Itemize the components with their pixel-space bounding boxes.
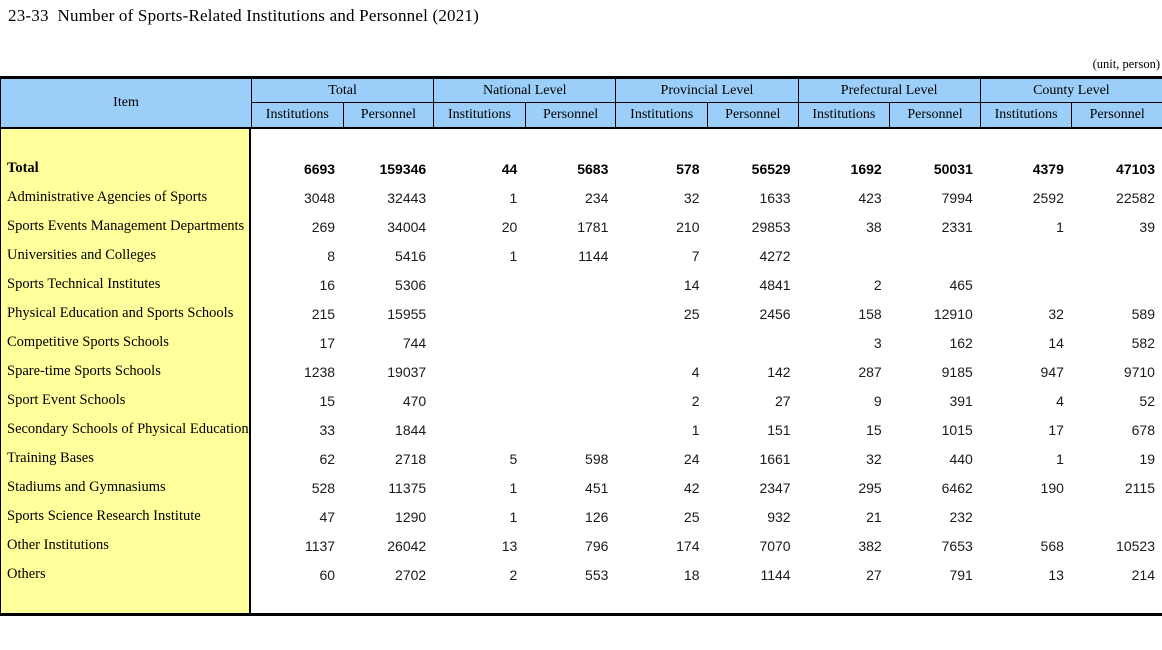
- table-cell: 1144: [760, 566, 791, 583]
- column-group-county: [980, 79, 1162, 127]
- table-cell: 451: [585, 479, 609, 496]
- table-cell: 56529: [751, 160, 791, 177]
- table-cell: 932: [767, 508, 791, 525]
- group-label: County Level: [981, 79, 1162, 103]
- row-label: Total: [7, 160, 39, 176]
- table-cell: 210: [676, 218, 700, 235]
- table-cell: 1: [1056, 450, 1064, 467]
- table-cell: 2592: [1032, 189, 1064, 206]
- table-cell: 162: [949, 334, 973, 351]
- table-cell: 6693: [303, 160, 336, 177]
- table-cell: 470: [402, 392, 427, 409]
- table-cell: 4272: [759, 247, 791, 264]
- table-cell: [524, 299, 615, 328]
- table-cell: 391: [949, 392, 973, 409]
- table-cell: 744: [402, 334, 427, 351]
- table-cell: 18: [683, 566, 700, 583]
- table-cell: [524, 328, 615, 357]
- table-cell: 1015: [941, 421, 973, 438]
- table-cell: 678: [1131, 421, 1155, 438]
- sub-header-row: [981, 103, 1162, 127]
- table-cell: 6462: [941, 479, 973, 496]
- table-cell: 22582: [1116, 189, 1155, 206]
- table-cell: [889, 241, 980, 270]
- table-cell: 3048: [303, 189, 336, 206]
- table-cell: 2: [509, 566, 518, 583]
- table-cell: 1: [509, 189, 518, 206]
- table-cell: 234: [585, 189, 609, 206]
- column-group-total: [251, 79, 433, 127]
- table-cell: 25: [683, 508, 700, 525]
- table-cell: 2115: [1124, 479, 1155, 496]
- table-cell: [798, 241, 889, 270]
- column-group-provincial: [615, 79, 797, 127]
- sub-header-row: [616, 103, 797, 127]
- table-cell: 4: [691, 363, 700, 380]
- table-cell: 214: [1131, 566, 1155, 583]
- table-cell: 47103: [1116, 160, 1155, 177]
- table-cell: [524, 386, 615, 415]
- column-group-national: [433, 79, 615, 127]
- column-header-personnel: Personnel: [707, 103, 798, 127]
- table-cell: 14: [683, 276, 700, 293]
- sub-header-row: [799, 103, 980, 127]
- table-cell: 34004: [387, 218, 427, 235]
- table-cell: 269: [311, 218, 336, 235]
- statistics-table: [0, 76, 1162, 616]
- table-cell: 1781: [577, 218, 609, 235]
- table-cell: 17: [1048, 421, 1064, 438]
- table-cell: 1238: [303, 363, 336, 380]
- table-cell: [524, 415, 615, 444]
- row-label: Universities and Colleges: [7, 247, 157, 263]
- column-header-personnel: Personnel: [1071, 103, 1162, 127]
- table-cell: 17: [319, 334, 336, 351]
- column-header-institutions: Institutions: [265, 107, 329, 122]
- table-cell: 440: [949, 450, 973, 467]
- table-cell: 1: [509, 508, 518, 525]
- table-cell: 295: [858, 479, 882, 496]
- table-cell: 15: [866, 421, 882, 438]
- table-cell: 19037: [387, 363, 427, 380]
- table-cell: [433, 415, 524, 444]
- table-cell: 9710: [1123, 363, 1155, 380]
- table-cell: 287: [858, 363, 882, 380]
- table-cell: 126: [585, 508, 609, 525]
- row-label: Secondary Schools of Physical Education: [7, 421, 249, 437]
- table-cell: 7994: [941, 189, 973, 206]
- row-label: Training Bases: [7, 450, 94, 466]
- column-header-item: Item: [113, 95, 139, 110]
- column-group-prefectural: [798, 79, 980, 127]
- unit-note: (unit, person): [1092, 57, 1160, 71]
- table-cell: 589: [1131, 305, 1155, 322]
- row-label: Stadiums and Gymnasiums: [7, 479, 166, 495]
- table-cell: 568: [1040, 537, 1064, 554]
- table-cell: 27: [866, 566, 882, 583]
- table-cell: 15: [319, 392, 336, 409]
- row-label: Administrative Agencies of Sports: [7, 189, 208, 205]
- table-cell: 151: [767, 421, 791, 438]
- table-cell: 7: [691, 247, 700, 264]
- table-cell: 582: [1131, 334, 1155, 351]
- table-cell: 39: [1139, 218, 1155, 235]
- table-cell: 2718: [395, 450, 427, 467]
- group-label: National Level: [434, 79, 615, 103]
- table-cell: 16: [319, 276, 336, 293]
- table-cell: 29853: [751, 218, 791, 235]
- table-cell: 2456: [759, 305, 791, 322]
- column-header-institutions: Institutions: [447, 107, 511, 122]
- table-cell: [980, 241, 1071, 270]
- column-header-personnel: Personnel: [889, 103, 980, 127]
- row-label: Sport Event Schools: [7, 392, 126, 408]
- row-label: Others: [7, 566, 46, 582]
- table-cell: 25: [683, 305, 700, 322]
- table-cell: 1661: [759, 450, 791, 467]
- table-cell: 50031: [933, 160, 973, 177]
- table-cell: 174: [676, 537, 700, 554]
- table-cell: 60: [319, 566, 336, 583]
- table-cell: 19: [1139, 450, 1155, 467]
- table-cell: 7070: [759, 537, 791, 554]
- table-cell: 553: [585, 566, 609, 583]
- table-cell: 1137: [304, 537, 336, 554]
- table-cell: 423: [858, 189, 882, 206]
- table-cell: 20: [501, 218, 518, 235]
- table-cell: 32: [683, 189, 700, 206]
- column-header-institutions: Institutions: [994, 107, 1058, 122]
- table-cell: 528: [311, 479, 336, 496]
- table-cell: 1290: [395, 508, 427, 525]
- table-cell: 1: [509, 479, 518, 496]
- table-cell: [1071, 270, 1162, 299]
- row-label: Spare-time Sports Schools: [7, 363, 161, 379]
- page-title: 23-33 Number of Sports-Related Institutions and Personnel (2021): [8, 6, 479, 25]
- table-cell: 5683: [577, 160, 609, 177]
- table-cell: 32: [866, 450, 882, 467]
- table-cell: 27: [775, 392, 791, 409]
- sub-header-row: [252, 103, 433, 127]
- table-cell: 32443: [387, 189, 427, 206]
- table-cell: 47: [319, 508, 336, 525]
- table-cell: [980, 270, 1071, 299]
- table-cell: 578: [676, 160, 700, 177]
- table-cell: 232: [949, 508, 973, 525]
- table-cell: 1: [691, 421, 700, 438]
- table-cell: 1692: [850, 160, 882, 177]
- table-cell: [706, 328, 797, 357]
- row-label: Other Institutions: [7, 537, 109, 553]
- table-cell: 10523: [1116, 537, 1155, 554]
- row-label: Sports Technical Institutes: [7, 276, 161, 292]
- column-header-institutions: Institutions: [630, 107, 694, 122]
- table-cell: 13: [1048, 566, 1064, 583]
- table-cell: 796: [585, 537, 609, 554]
- table-cell: 598: [585, 450, 609, 467]
- table-cell: 24: [683, 450, 700, 467]
- table-cell: 33: [319, 421, 336, 438]
- table-cell: 158: [858, 305, 882, 322]
- table-cell: 4379: [1032, 160, 1064, 177]
- table-cell: 465: [949, 276, 973, 293]
- table-cell: 14: [1048, 334, 1064, 351]
- table-cell: 9: [873, 392, 882, 409]
- table-cell: 2: [873, 276, 882, 293]
- table-cell: 1633: [759, 189, 791, 206]
- table-cell: 52: [1139, 392, 1155, 409]
- table-cell: 38: [866, 218, 882, 235]
- table-cell: [524, 357, 615, 386]
- column-header-institutions: Institutions: [812, 107, 876, 122]
- table-rows: [1, 129, 1162, 589]
- table-cell: 142: [767, 363, 791, 380]
- table-cell: 2347: [759, 479, 791, 496]
- table-cell: 5: [509, 450, 518, 467]
- column-header-personnel: Personnel: [343, 103, 434, 127]
- group-label: Provincial Level: [616, 79, 797, 103]
- row-label: Sports Events Management Departments: [7, 218, 245, 234]
- table-cell: 62: [319, 450, 336, 467]
- table-header: [1, 79, 1162, 129]
- table-cell: 15955: [387, 305, 427, 322]
- table-cell: [433, 386, 524, 415]
- table-cell: 11375: [388, 479, 427, 496]
- table-cell: 42: [683, 479, 700, 496]
- table-cell: [433, 270, 524, 299]
- table-cell: 13: [501, 537, 518, 554]
- table-cell: [615, 328, 706, 357]
- table-cell: 159346: [379, 160, 427, 177]
- table-cell: 7653: [941, 537, 973, 554]
- table-cell: 1144: [578, 247, 609, 264]
- table-cell: 190: [1040, 479, 1064, 496]
- table-cell: 21: [866, 508, 882, 525]
- table-cell: 382: [858, 537, 882, 554]
- table-cell: 5306: [395, 276, 427, 293]
- table-cell: 2331: [941, 218, 973, 235]
- sub-header-row: [434, 103, 615, 127]
- table-cell: 8: [327, 247, 336, 264]
- row-label: Competitive Sports Schools: [7, 334, 169, 350]
- table-cell: 4841: [759, 276, 791, 293]
- table-cell: 32: [1048, 305, 1064, 322]
- table-cell: [433, 299, 524, 328]
- table-cell: [1071, 502, 1162, 531]
- table-cell: 1844: [395, 421, 427, 438]
- table-cell: 1: [1056, 218, 1064, 235]
- group-label: Prefectural Level: [799, 79, 980, 103]
- table-cell: 4: [1056, 392, 1064, 409]
- table-body: [1, 129, 1162, 613]
- table-cell: 215: [311, 305, 336, 322]
- table-cell: 9185: [941, 363, 973, 380]
- table-cell: 3: [873, 334, 882, 351]
- table-cell: [1071, 241, 1162, 270]
- group-label: Total: [252, 79, 433, 103]
- column-header-personnel: Personnel: [525, 103, 616, 127]
- table-cell: 947: [1040, 363, 1064, 380]
- table-cell: [524, 270, 615, 299]
- table-cell: 1: [509, 247, 518, 264]
- row-label: Sports Science Research Institute: [7, 508, 201, 524]
- table-cell: 791: [949, 566, 973, 583]
- table-cell: 44: [501, 160, 518, 177]
- table-cell: 12910: [933, 305, 973, 322]
- table-cell: 5416: [395, 247, 427, 264]
- table-cell: 2: [691, 392, 700, 409]
- table-cell: 2702: [395, 566, 427, 583]
- table-cell: [980, 502, 1071, 531]
- table-cell: [433, 328, 524, 357]
- row-label: Physical Education and Sports Schools: [7, 305, 234, 321]
- table-cell: 26042: [387, 537, 427, 554]
- table-cell: [433, 357, 524, 386]
